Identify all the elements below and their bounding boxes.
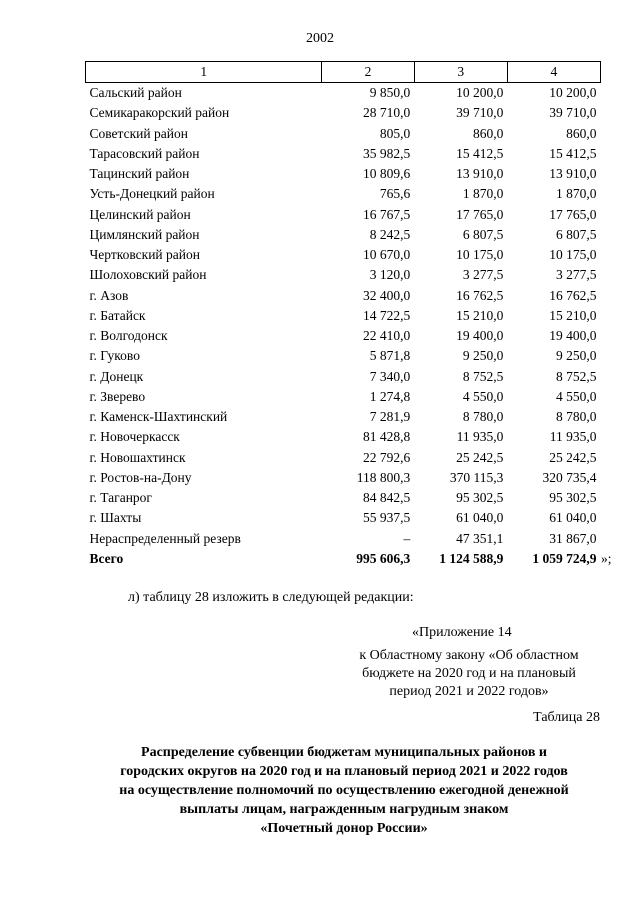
value-cell-2022: 95 302,5 <box>549 490 597 505</box>
table-row <box>86 326 601 346</box>
value-cell-2020: 9 850,0 <box>369 85 411 100</box>
value-cell-2022: 4 550,0 <box>556 388 597 404</box>
district-name-cell: г. Азов <box>89 287 129 303</box>
value-cell-2020: 32 400,0 <box>362 287 411 303</box>
value-cell-2022: 15 210,0 <box>549 307 597 323</box>
value-cell-2022: 9 250,0 <box>556 348 597 364</box>
closing-mark: »; <box>601 551 612 566</box>
table-row <box>86 83 601 104</box>
value-cell-2020: 118 800,3 <box>356 469 411 485</box>
appendix-title: «Приложение 14 <box>412 625 512 640</box>
table-row <box>86 124 601 144</box>
value-cell-2022: 13 910,0 <box>549 166 597 181</box>
value-cell-2022: 25 242,5 <box>549 449 597 465</box>
table-row <box>86 205 601 225</box>
district-name-cell: Всего <box>89 550 124 566</box>
value-cell-2021: 1 124 588,9 <box>439 550 504 566</box>
value-cell-2020: 5 871,8 <box>369 348 411 364</box>
value-cell-2020: 22 792,6 <box>362 449 411 465</box>
value-cell-2021: 6 807,5 <box>462 226 504 242</box>
heading-line: городских округов на 2020 год и на плановый период 2021 и 2022 годов <box>120 764 568 779</box>
value-cell-2021: 3 277,5 <box>462 267 504 283</box>
appendix-law-line: бюджете на 2020 год и на плановый <box>362 666 576 681</box>
value-cell-2021: 16 762,5 <box>456 287 504 303</box>
district-name-cell: г. Батайск <box>89 307 146 323</box>
value-cell-2022: 3 277,5 <box>556 267 597 283</box>
value-cell-2020: – <box>403 530 411 546</box>
column-header: 2 <box>322 62 414 83</box>
value-cell-2021: 860,0 <box>472 125 504 141</box>
district-name-cell: Нераспределенный резерв <box>89 530 241 546</box>
district-name-cell: г. Шахты <box>89 510 142 526</box>
heading-line: «Почетный донор России» <box>260 821 428 836</box>
district-name-cell: г. Каменск-Шахтинский <box>89 409 228 424</box>
district-name-cell: г. Донецк <box>89 368 144 384</box>
table-heading <box>84 743 604 838</box>
value-cell-2021: 10 200,0 <box>456 85 504 100</box>
column-header: 3 <box>414 62 507 83</box>
value-cell-2021: 25 242,5 <box>456 449 504 465</box>
district-name-cell: Семикаракорский район <box>89 105 230 121</box>
district-name-cell: г. Волгодонск <box>89 328 168 343</box>
value-cell-2022: 10 200,0 <box>549 85 597 100</box>
table-row <box>86 245 601 265</box>
value-cell-2020: 84 842,5 <box>362 490 411 505</box>
value-cell-2021: 1 870,0 <box>462 186 504 202</box>
value-cell-2020: 995 606,3 <box>356 550 411 566</box>
value-cell-2022: 8 780,0 <box>556 409 597 424</box>
table-row <box>86 468 601 488</box>
table-row <box>86 448 601 468</box>
heading-line: Распределение субвенции бюджетам муниципальных районов и <box>141 745 547 760</box>
value-cell-2021: 4 550,0 <box>462 388 504 404</box>
value-cell-2020: 55 937,5 <box>362 510 411 526</box>
district-name-cell: Усть-Донецкий район <box>89 186 215 202</box>
value-cell-2021: 39 710,0 <box>456 105 504 121</box>
value-cell-2021: 13 910,0 <box>456 166 504 181</box>
district-name-cell: Чертковский район <box>89 247 200 262</box>
value-cell-2021: 8 752,5 <box>462 368 504 384</box>
value-cell-2022: 8 752,5 <box>556 368 597 384</box>
value-cell-2022: 860,0 <box>566 125 597 141</box>
district-name-cell: г. Гуково <box>89 348 140 364</box>
value-cell-2021: 15 210,0 <box>456 307 504 323</box>
table-row <box>86 488 601 508</box>
value-cell-2020: 1 274,8 <box>369 388 411 404</box>
table-row <box>86 427 601 447</box>
table-header-row <box>86 62 601 83</box>
value-cell-2021: 370 115,3 <box>449 469 504 485</box>
table-row <box>86 164 601 184</box>
value-cell-2022: 15 412,5 <box>549 145 597 161</box>
table-row <box>86 144 601 164</box>
value-cell-2022: 1 059 724,9 <box>532 550 597 566</box>
district-name-cell: Целинский район <box>89 206 191 222</box>
table-label: Таблица 28 <box>533 710 600 725</box>
table-row <box>86 225 601 245</box>
district-name-cell: Шолоховский район <box>89 267 207 283</box>
district-name-cell: г. Зверево <box>89 388 146 404</box>
total-row <box>86 549 601 569</box>
table-row <box>86 265 601 285</box>
district-name-cell: г. Новочеркасск <box>89 429 180 445</box>
table-row <box>86 407 601 427</box>
value-cell-2021: 8 780,0 <box>462 409 504 424</box>
value-cell-2021: 9 250,0 <box>462 348 504 364</box>
value-cell-2020: 765,6 <box>379 186 411 202</box>
table-row <box>86 529 601 549</box>
table-row <box>86 306 601 326</box>
value-cell-2021: 10 175,0 <box>456 247 504 262</box>
value-cell-2022: 19 400,0 <box>549 328 597 343</box>
district-name-cell: Тарасовский район <box>89 145 200 161</box>
value-cell-2022: 17 765,0 <box>549 206 597 222</box>
value-cell-2020: 14 722,5 <box>362 307 411 323</box>
district-name-cell: Советский район <box>89 125 188 141</box>
value-cell-2021: 47 351,1 <box>456 530 504 546</box>
district-name-cell: Сальский район <box>89 85 182 100</box>
value-cell-2022: 31 867,0 <box>549 530 597 546</box>
value-cell-2022: 1 870,0 <box>556 186 597 202</box>
table-row <box>86 103 601 123</box>
table-row <box>86 286 601 306</box>
table-row <box>86 508 601 528</box>
table-row <box>86 387 601 407</box>
value-cell-2020: 3 120,0 <box>369 267 411 283</box>
value-cell-2022: 11 935,0 <box>549 429 597 445</box>
table-row <box>86 367 601 387</box>
value-cell-2020: 16 767,5 <box>362 206 411 222</box>
column-header: 4 <box>507 62 600 83</box>
value-cell-2022: 61 040,0 <box>549 510 597 526</box>
value-cell-2020: 10 670,0 <box>362 247 411 262</box>
table-row <box>86 346 601 366</box>
value-cell-2020: 81 428,8 <box>362 429 411 445</box>
value-cell-2021: 15 412,5 <box>456 145 504 161</box>
value-cell-2020: 7 281,9 <box>369 409 411 424</box>
table-row <box>86 184 601 204</box>
value-cell-2021: 95 302,5 <box>456 490 504 505</box>
district-name-cell: г. Новошахтинск <box>89 449 186 465</box>
value-cell-2020: 22 410,0 <box>362 328 411 343</box>
heading-line: выплаты лицам, награжденным нагрудным знаком <box>179 802 509 817</box>
appendix-law-reference <box>340 647 598 701</box>
district-name-cell: Тацинский район <box>89 166 190 181</box>
value-cell-2022: 320 735,4 <box>542 469 597 485</box>
value-cell-2020: 28 710,0 <box>362 105 411 121</box>
value-cell-2021: 61 040,0 <box>456 510 504 526</box>
value-cell-2020: 805,0 <box>379 125 411 141</box>
page-number: 2002 <box>306 31 334 46</box>
column-header: 1 <box>86 62 322 83</box>
appendix-law-line: к Областному закону «Об областном <box>359 648 579 663</box>
amendment-paragraph: л) таблицу 28 изложить в следующей редакции: <box>128 590 414 605</box>
value-cell-2020: 35 982,5 <box>362 145 411 161</box>
value-cell-2021: 11 935,0 <box>456 429 504 445</box>
value-cell-2022: 39 710,0 <box>549 105 597 121</box>
value-cell-2020: 7 340,0 <box>369 368 411 384</box>
subvention-table <box>85 61 601 569</box>
district-name-cell: г. Ростов-на-Дону <box>89 469 192 485</box>
appendix-law-line: период 2021 и 2022 годов» <box>389 684 549 699</box>
value-cell-2022: 6 807,5 <box>556 226 597 242</box>
value-cell-2021: 17 765,0 <box>456 206 504 222</box>
value-cell-2020: 8 242,5 <box>369 226 411 242</box>
value-cell-2020: 10 809,6 <box>362 166 411 181</box>
value-cell-2021: 19 400,0 <box>456 328 504 343</box>
district-name-cell: Цимлянский район <box>89 226 200 242</box>
heading-line: на осуществление полномочий по осуществлению ежегодной денежной <box>119 783 569 798</box>
value-cell-2022: 16 762,5 <box>549 287 597 303</box>
district-name-cell: г. Таганрог <box>89 490 152 505</box>
value-cell-2022: 10 175,0 <box>549 247 597 262</box>
